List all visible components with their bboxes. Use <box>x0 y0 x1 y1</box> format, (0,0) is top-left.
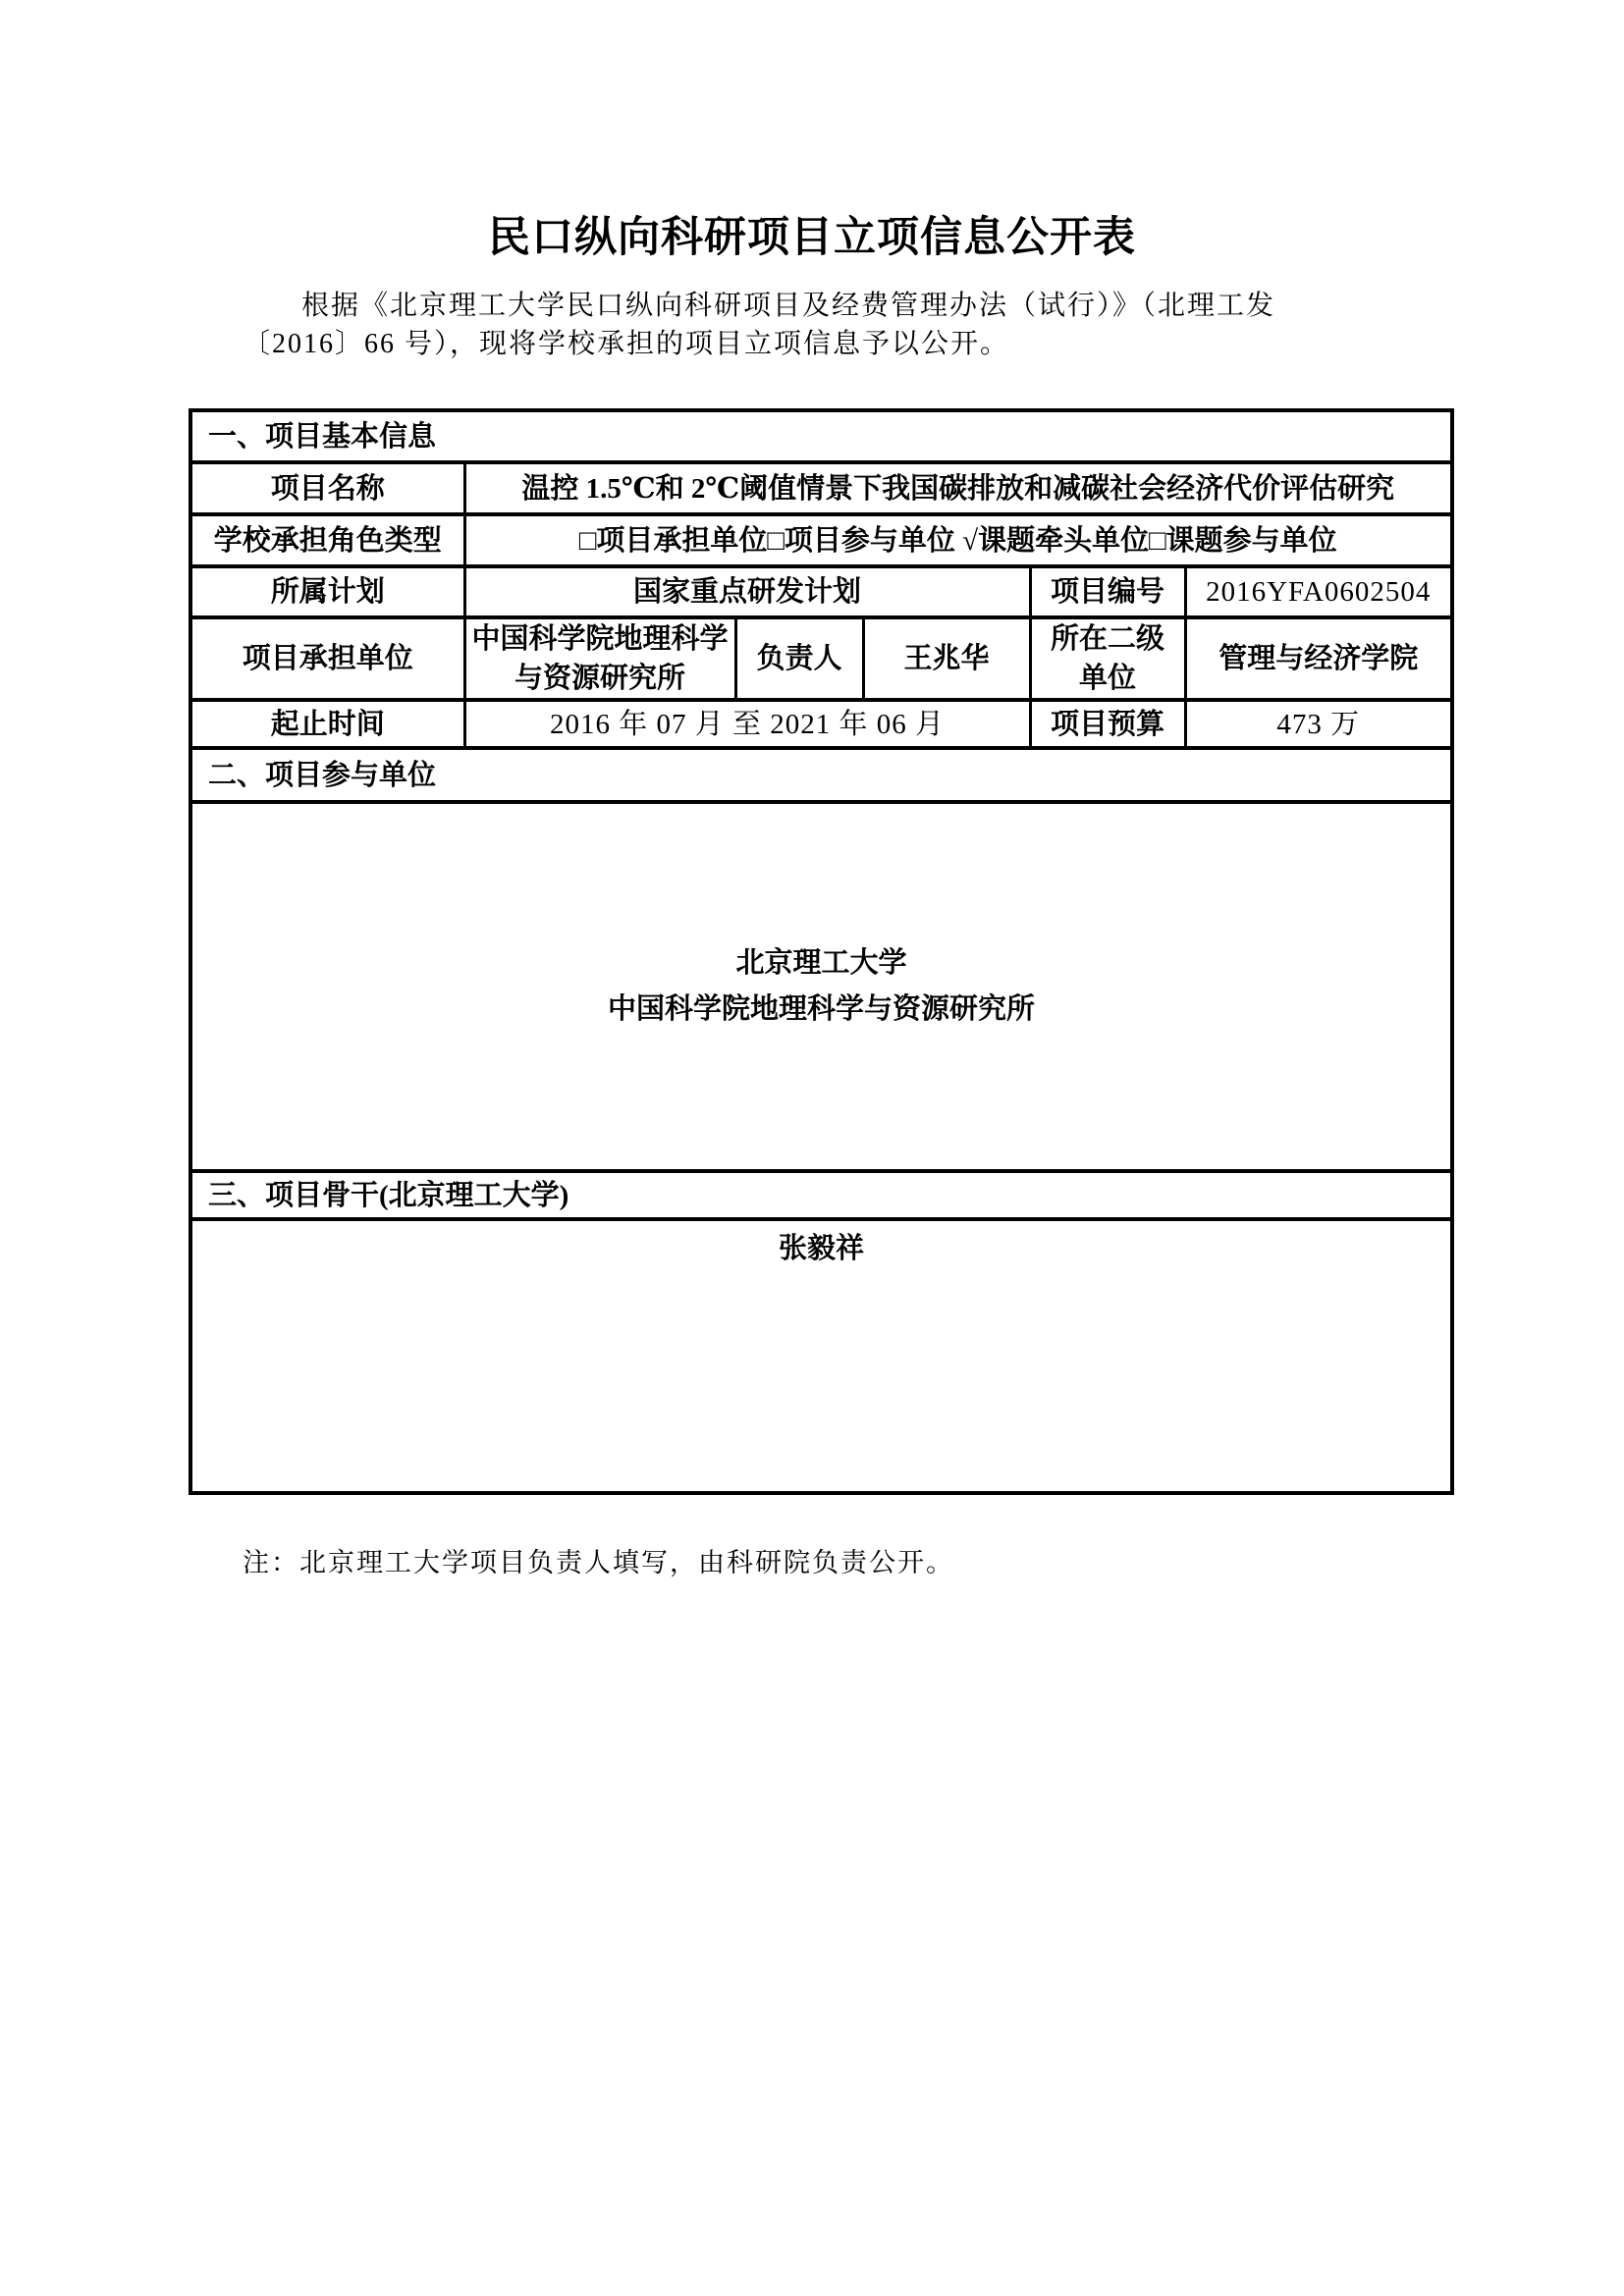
duration-label: 起止时间 <box>190 700 464 748</box>
undertaking-unit-value: 中国科学院地理科学与资源研究所 <box>464 617 735 700</box>
project-number-value: 2016YFA0602504 <box>1185 566 1452 617</box>
page-title: 民口纵向科研项目立项信息公开表 <box>488 215 1136 261</box>
duration-value: 2016 年 07 月 至 2021 年 06 月 <box>464 700 1030 748</box>
section-2-header: 二、项目参与单位 <box>190 748 1452 802</box>
plan-label: 所属计划 <box>190 566 464 617</box>
intro-line-1: 根据《北京理工大学民口纵向科研项目及经费管理办法（试行）》（北理工发 <box>301 291 1276 321</box>
project-info-table <box>189 408 1454 1495</box>
school-role-label: 学校承担角色类型 <box>190 514 464 566</box>
participants-list <box>190 802 1452 1171</box>
backbone-member: 张毅祥 <box>778 1233 864 1264</box>
intro-line-2: 〔2016〕66 号），现将学校承担的项目立项信息予以公开。 <box>243 329 1010 359</box>
secondary-unit-value: 管理与经济学院 <box>1185 617 1452 700</box>
participant-unit: 北京理工大学 <box>735 947 907 979</box>
backbone-list <box>190 1219 1452 1493</box>
school-role-value: □项目承担单位□项目参与单位 √课题牵头单位□课题参与单位 <box>464 514 1452 566</box>
undertaking-unit-label: 项目承担单位 <box>190 617 464 700</box>
project-number-label: 项目编号 <box>1030 566 1185 617</box>
intro-paragraph <box>243 287 1352 363</box>
participant-unit: 中国科学院地理科学与资源研究所 <box>607 993 1035 1025</box>
secondary-unit-label: 所在二级单位 <box>1030 617 1185 700</box>
budget-label: 项目预算 <box>1030 700 1185 748</box>
project-name-label: 项目名称 <box>190 462 464 514</box>
footnote: 注：北京理工大学项目负责人填写，由科研院负责公开。 <box>243 1548 954 1577</box>
leader-value: 王兆华 <box>863 617 1030 700</box>
plan-value: 国家重点研发计划 <box>464 566 1030 617</box>
section-3-header: 三、项目骨干(北京理工大学) <box>190 1171 1452 1219</box>
budget-value: 473 万 <box>1185 700 1452 748</box>
leader-label: 负责人 <box>735 617 863 700</box>
project-name-value: 温控 1.5℃和 2℃阈值情景下我国碳排放和减碳社会经济代价评估研究 <box>464 462 1452 514</box>
section-1-header: 一、项目基本信息 <box>190 410 1452 462</box>
